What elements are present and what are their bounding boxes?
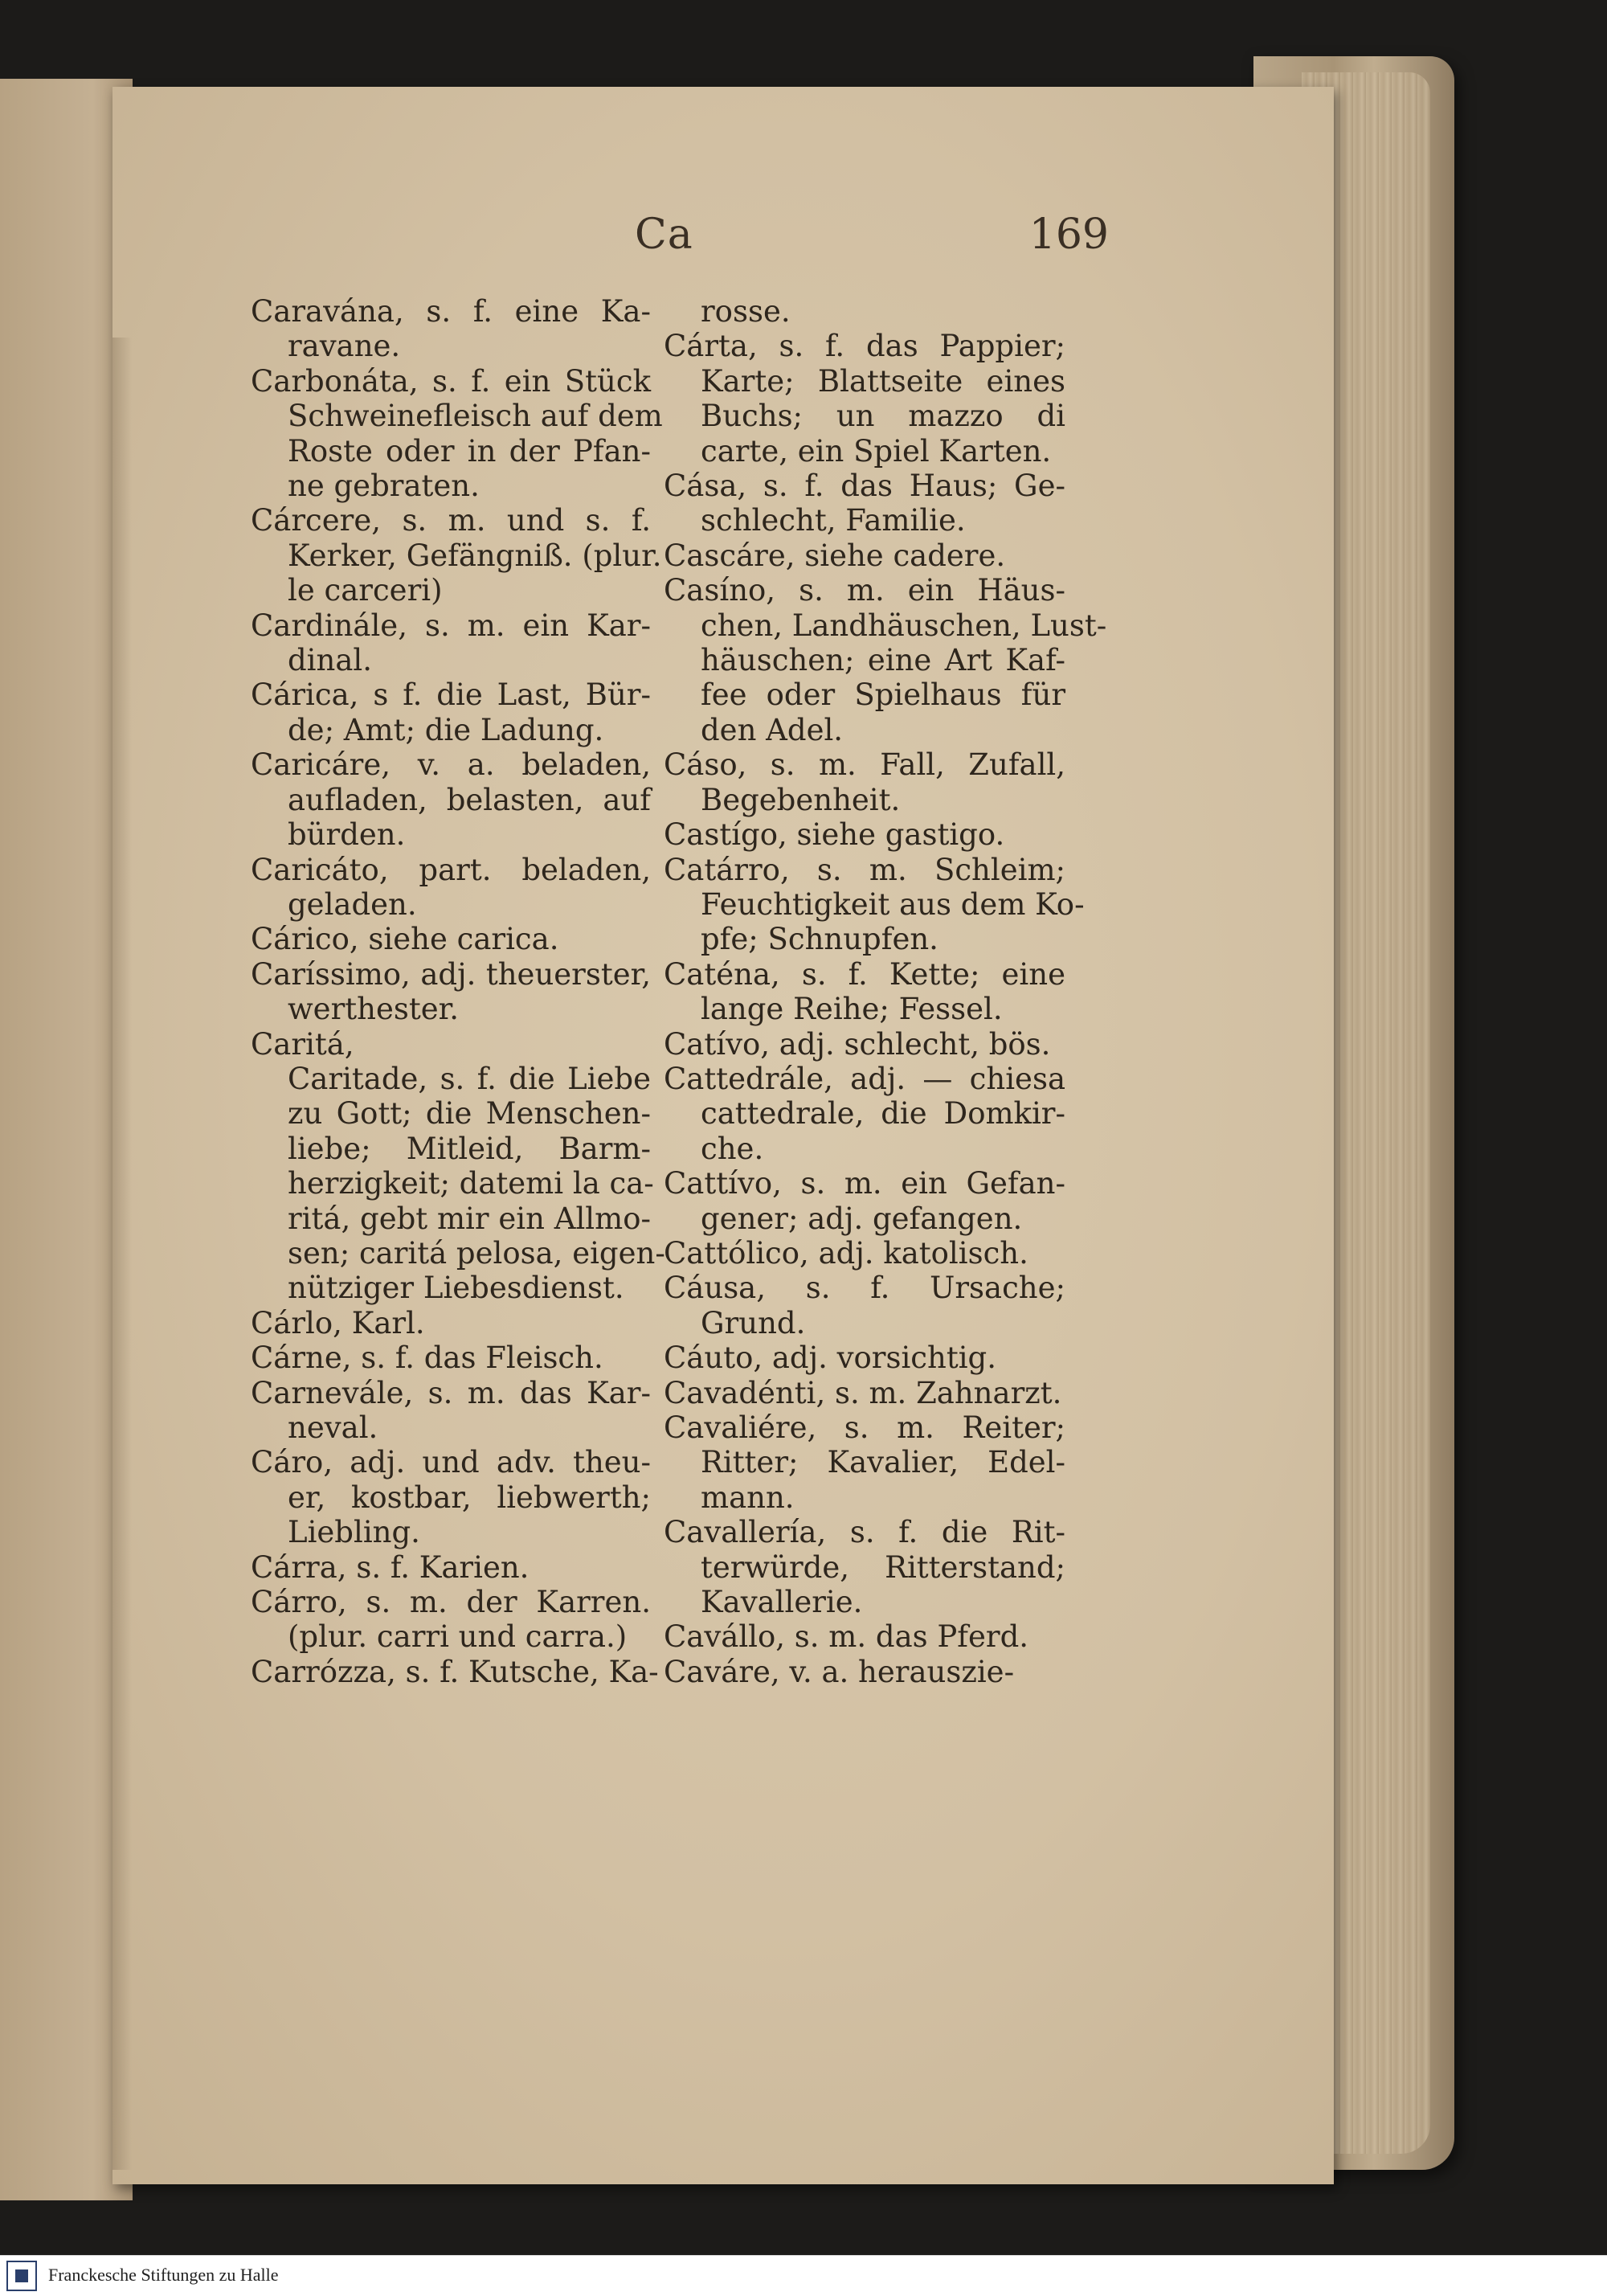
footer-bar [0, 2255, 1607, 2296]
entry-headword-line: Cárne, s. f. das Fleisch. [251, 1340, 603, 1376]
entry-continuation-line: Schweinefleisch auf dem [288, 399, 663, 434]
entry-headword-line: Catívo, adj. schlecht, bös. [664, 1026, 1051, 1062]
dictionary-entry [664, 1271, 1065, 1340]
entry-continuation-line: Ritter; Kavalier, Edel- [701, 1445, 1065, 1480]
dictionary-entry [251, 503, 662, 608]
entry-headword-line: Cárro, s. m. der Karren. [251, 1585, 651, 1620]
entry-continuation-line: Buchs; un mazzo di [701, 399, 1065, 434]
entry-headword-line: Cáuto, adj. vorsichtig. [664, 1340, 996, 1376]
entry-continuation-line: mann. [701, 1480, 795, 1515]
dictionary-entry [251, 677, 651, 747]
dictionary-entry [664, 1027, 1065, 1062]
dictionary-entry [251, 1654, 659, 1689]
entry-continuation-line: werthester. [288, 992, 459, 1027]
entry-headword-line: Cáusa, s. f. Ursache; [664, 1271, 1065, 1306]
entry-continuation-line: Caritade, s. f. die Liebe [288, 1061, 651, 1096]
entry-headword-line: Cascáre, siehe cadere. [664, 538, 1006, 573]
entry-continuation-line: nütziger Liebesdienst. [288, 1271, 624, 1306]
dictionary-entry [664, 852, 1085, 957]
entry-headword-line: Cáro, adj. und adv. theu- [251, 1445, 651, 1480]
entry-continuation-line: er, kostbar, liebwerth; [288, 1480, 651, 1515]
dictionary-entry [664, 538, 1065, 573]
entry-continuation-line: (plur. carri und carra.) [288, 1619, 628, 1655]
dictionary-entry [251, 1306, 651, 1340]
entry-headword-line: Cattívo, s. m. ein Gefan- [664, 1166, 1065, 1201]
entry-continuation-line: terwürde, Ritterstand; [701, 1549, 1065, 1585]
entry-headword-line: Cárlo, Karl. [251, 1305, 425, 1340]
entry-headword-line: Cáso, s. m. Fall, Zufall, [664, 747, 1065, 783]
dictionary-entry [251, 922, 651, 956]
entry-headword-line: Caricáre, v. a. beladen, [251, 747, 651, 783]
entry-headword-line: Carrózza, s. f. Kutsche, Ka- [251, 1654, 659, 1689]
entry-headword-line: Caritá, [251, 1026, 354, 1062]
dictionary-entry [664, 329, 1065, 469]
dictionary-entry [664, 817, 1065, 852]
entry-headword-line: Caravána, s. f. eine Ka- [251, 294, 651, 329]
entry-continuation-line: che. [701, 1131, 764, 1166]
entry-headword-line: Carbonáta, s. f. ein Stück [251, 363, 651, 399]
entry-headword-line: Cavadénti, s. m. Zahnarzt. [664, 1375, 1062, 1410]
entry-continuation-line: bürden. [288, 817, 406, 853]
dictionary-entry [251, 1026, 665, 1306]
dictionary-entry [251, 957, 651, 1027]
running-head: Ca [635, 211, 693, 259]
entry-continuation-line: de; Amt; die Ladung. [288, 712, 604, 747]
entry-headword-line: Cárcere, s. m. und s. f. [251, 503, 651, 538]
entry-continuation-line: Kavallerie. [701, 1585, 863, 1620]
entry-continuation-line: chen, Landhäuschen, Lust- [701, 608, 1107, 643]
entry-continuation-line: schlecht, Familie. [701, 503, 966, 538]
dictionary-entry [664, 1236, 1065, 1271]
dictionary-entry [664, 469, 1065, 538]
entry-headword-line: Cavállo, s. m. das Pferd. [664, 1619, 1029, 1655]
dictionary-entry [251, 853, 651, 923]
footer-institution-name: Franckesche Stiftungen zu Halle [48, 2265, 279, 2285]
institution-logo-icon [6, 2261, 37, 2291]
entry-continuation-line: le carceri) [288, 573, 443, 608]
entry-continuation-line: Liebling. [288, 1515, 420, 1550]
dictionary-entry [251, 1376, 651, 1446]
dictionary-entry [251, 1550, 651, 1585]
entry-continuation-line: Grund. [701, 1305, 806, 1340]
dictionary-entry [664, 747, 1065, 817]
dictionary-entry [664, 1376, 1065, 1410]
entry-continuation-line: fee oder Spielhaus für [701, 677, 1065, 713]
entry-continuation-line: ritá, gebt mir ein Allmo- [288, 1201, 651, 1236]
dictionary-entry [664, 1619, 1065, 1654]
book-gutter-shadow [112, 338, 132, 2170]
entry-continuation-line: Begebenheit. [701, 782, 901, 817]
entry-headword-line: Cavaliére, s. m. Reiter; [664, 1410, 1065, 1445]
dictionary-entry [664, 1340, 1065, 1375]
entry-headword-line: Caténa, s. f. Kette; eine [664, 956, 1065, 992]
entry-headword-line: Caváre, v. a. herauszie- [664, 1654, 1015, 1689]
dictionary-entry [664, 1166, 1065, 1236]
dictionary-entry [664, 957, 1065, 1027]
entry-continuation-line: Kerker, Gefängniß. (plur. [288, 538, 662, 573]
entry-continuation-line: neval. [288, 1410, 378, 1445]
entry-continuation-line: pfe; Schnupfen. [701, 922, 938, 957]
left-column [251, 294, 665, 1689]
dictionary-entry [664, 1655, 1065, 1689]
dictionary-entry [251, 363, 663, 504]
dictionary-entry [251, 1340, 651, 1375]
entry-continuation-line: Roste oder in der Pfan- [288, 433, 651, 469]
entry-headword-line: Castígo, siehe gastigo. [664, 817, 1005, 853]
dictionary-entry [664, 1515, 1065, 1619]
dictionary-entry [664, 294, 1065, 329]
dictionary-entry [251, 1585, 651, 1655]
entry-continuation-line: rosse. [701, 294, 791, 329]
entry-headword-line: Casíno, s. m. ein Häus- [664, 573, 1065, 608]
dictionary-entry [251, 294, 651, 364]
entry-continuation-line: herzigkeit; datemi la ca- [288, 1166, 654, 1201]
dictionary-entry [664, 573, 1107, 747]
entry-continuation-line: dinal. [288, 643, 373, 678]
dictionary-entry [664, 1062, 1065, 1166]
entry-headword-line: Cattedrále, adj. — chiesa [664, 1061, 1065, 1096]
entry-headword-line: Cása, s. f. das Haus; Ge- [664, 469, 1065, 504]
entry-continuation-line: aufladen, belasten, auf [288, 782, 651, 817]
entry-headword-line: Cárica, s f. die Last, Bür- [251, 677, 651, 713]
entry-continuation-line: Karte; Blattseite eines [701, 363, 1065, 399]
entry-continuation-line: lange Reihe; Fessel. [701, 992, 1003, 1027]
entry-headword-line: Carnevále, s. m. das Kar- [251, 1375, 651, 1410]
entry-continuation-line: häuschen; eine Art Kaf- [701, 643, 1065, 678]
entry-continuation-line: geladen. [288, 886, 417, 922]
dictionary-entry [251, 1445, 651, 1549]
entry-headword-line: Caricáto, part. beladen, [251, 852, 651, 887]
entry-continuation-line: gener; adj. gefangen. [701, 1201, 1023, 1236]
dictionary-entry [251, 747, 651, 852]
entry-headword-line: Cattólico, adj. katolisch. [664, 1235, 1028, 1271]
right-column [664, 294, 1107, 1689]
entry-continuation-line: carte, ein Spiel Karten. [701, 433, 1052, 469]
entry-headword-line: Cavallería, s. f. die Rit- [664, 1515, 1065, 1550]
entry-headword-line: Cardinále, s. m. ein Kar- [251, 608, 651, 643]
entry-continuation-line: zu Gott; die Menschen- [288, 1096, 651, 1132]
entry-continuation-line: ravane. [288, 329, 401, 364]
entry-headword-line: Caríssimo, adj. theuerster, [251, 956, 651, 992]
entry-continuation-line: sen; caritá pelosa, eigen- [288, 1235, 665, 1271]
dictionary-entry [251, 608, 651, 678]
entry-headword-line: Catárro, s. m. Schleim; [664, 852, 1065, 887]
entry-continuation-line: ne gebraten. [288, 469, 480, 504]
entry-continuation-line: liebe; Mitleid, Barm- [288, 1131, 651, 1166]
page-number: 169 [1028, 211, 1109, 259]
entry-continuation-line: den Adel. [701, 712, 844, 747]
entry-headword-line: Cárta, s. f. das Pappier; [664, 329, 1065, 364]
entry-continuation-line: Feuchtigkeit aus dem Ko- [701, 886, 1085, 922]
entry-headword-line: Cárra, s. f. Karien. [251, 1549, 530, 1585]
entry-continuation-line: cattedrale, die Domkir- [701, 1096, 1065, 1132]
dictionary-entry [664, 1410, 1065, 1515]
entry-headword-line: Cárico, siehe carica. [251, 922, 559, 957]
